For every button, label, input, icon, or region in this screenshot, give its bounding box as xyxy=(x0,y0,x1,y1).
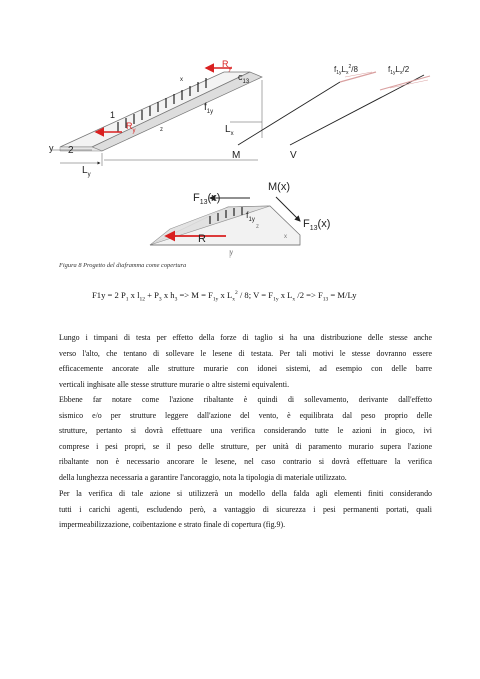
formula-line: F1y = 2 $P_1$ x $l_{12} + P_3$ x $h_3 => M = F_{1y}$ x $L_x^2 / 8$; $V = F_{1y}$ x $L_x$ $/2 => F_{13} = M/Ly$ xyxy=(92,290,357,303)
paragraph-line: Lungo i timpani di testa per effetto della forze di taglio si ha una distribuzione delle stesse anche xyxy=(59,333,432,342)
y-bottom-label: y xyxy=(230,250,233,256)
paragraph-line: comprese i pesi propri, se il peso delle strutture, per unità di paramento murario supera l'azione xyxy=(59,441,432,451)
paragraph-line: efficacemente ancorate alle strutture murarie con idonei sistemi, ad esempio con delle barre xyxy=(59,364,432,374)
paragraph-line: verso l'alto, che tentano di sollevare le lesene di testata. Per tali motivi le stesse dovranno essere xyxy=(59,348,432,358)
ly-label: $L_y$ xyxy=(82,165,91,178)
f1y-label: $f_{1y}$ xyxy=(204,102,214,115)
m-label: M xyxy=(232,150,241,161)
y-label: y xyxy=(49,143,54,153)
f13-right-label: $F_{13}(x)$ xyxy=(303,218,331,232)
roof-panel-bottom xyxy=(150,197,300,258)
paragraph-line: Per la verifica di tale azione si utilizzerà un modello della falda agli elementi finiti considerando xyxy=(59,489,432,498)
x-bottom-label: x xyxy=(284,234,287,240)
z-bottom-label: z xyxy=(256,224,259,230)
r-label: R xyxy=(198,233,206,245)
mx-label: M(x) xyxy=(268,181,290,193)
shear-formula-label: $f_{1y}L_x/2$ xyxy=(388,65,410,76)
paragraph-line: verticali inghisate alle stesse strutture murarie o altre sistemi equivalenti. xyxy=(59,379,290,389)
lx-label: $L_x$ xyxy=(225,124,234,137)
c13-label: $c_{13}$ xyxy=(238,72,250,85)
moment-diagram xyxy=(238,72,376,145)
panel-two-label: 2 xyxy=(68,145,74,156)
paragraph-line: Ebbene far notare come l'azione ribaltante è quindi di sollevamento, derivante dall'effetto xyxy=(59,395,432,404)
paragraph-line: della lunghezza necessaria a garantire l'ancoraggio, nota la tipologia di materiale utilizzato. xyxy=(59,472,347,482)
ry-top-label: $R_y$ xyxy=(222,59,232,72)
x-axis-label: x xyxy=(180,77,183,83)
panel-one-label: 1 xyxy=(110,110,116,120)
paragraph-line: impermeabilizzazione, coibentazione e strato finale di copertura (fig.9). xyxy=(59,520,286,530)
z-label: z xyxy=(160,127,163,133)
f1y-bottom-label: $f_{1y}$ xyxy=(246,210,255,223)
shear-diagram xyxy=(290,75,430,145)
figure-caption: Figura 8 Progetto del diaframma come copertura xyxy=(59,262,187,269)
paragraph-3 xyxy=(59,486,432,533)
paragraph-1 xyxy=(59,330,432,392)
paragraph-line: strutture, pertanto si dovrà effettuare una verifica considerando tutte le azioni in gioco, ivi xyxy=(59,426,432,436)
f13-left-label: $F_{13}(x)$ xyxy=(193,192,221,206)
diaphragm-figure xyxy=(0,0,480,260)
paragraph-2 xyxy=(59,392,432,486)
ry-mid-label: $R_y$ xyxy=(126,121,136,134)
roof-panel-top xyxy=(52,68,262,166)
paragraph-line: sismico e/o per strutture leggere dall'azione del vento, è equilibrata dal peso proprio delle xyxy=(59,410,432,420)
paragraph-line: ribaltante non è necessario ancorare le lesene, nel caso contrario si dovrà effettuare la verifica xyxy=(59,457,432,467)
paragraph-line: tutti i carichi agenti, escludendo però, a vantaggio di sicurezza i pesi permanenti portati, quali xyxy=(59,504,432,514)
moment-formula-label: $f_{1y}L_x^2/8$ xyxy=(334,64,358,76)
v-label: V xyxy=(290,150,297,161)
